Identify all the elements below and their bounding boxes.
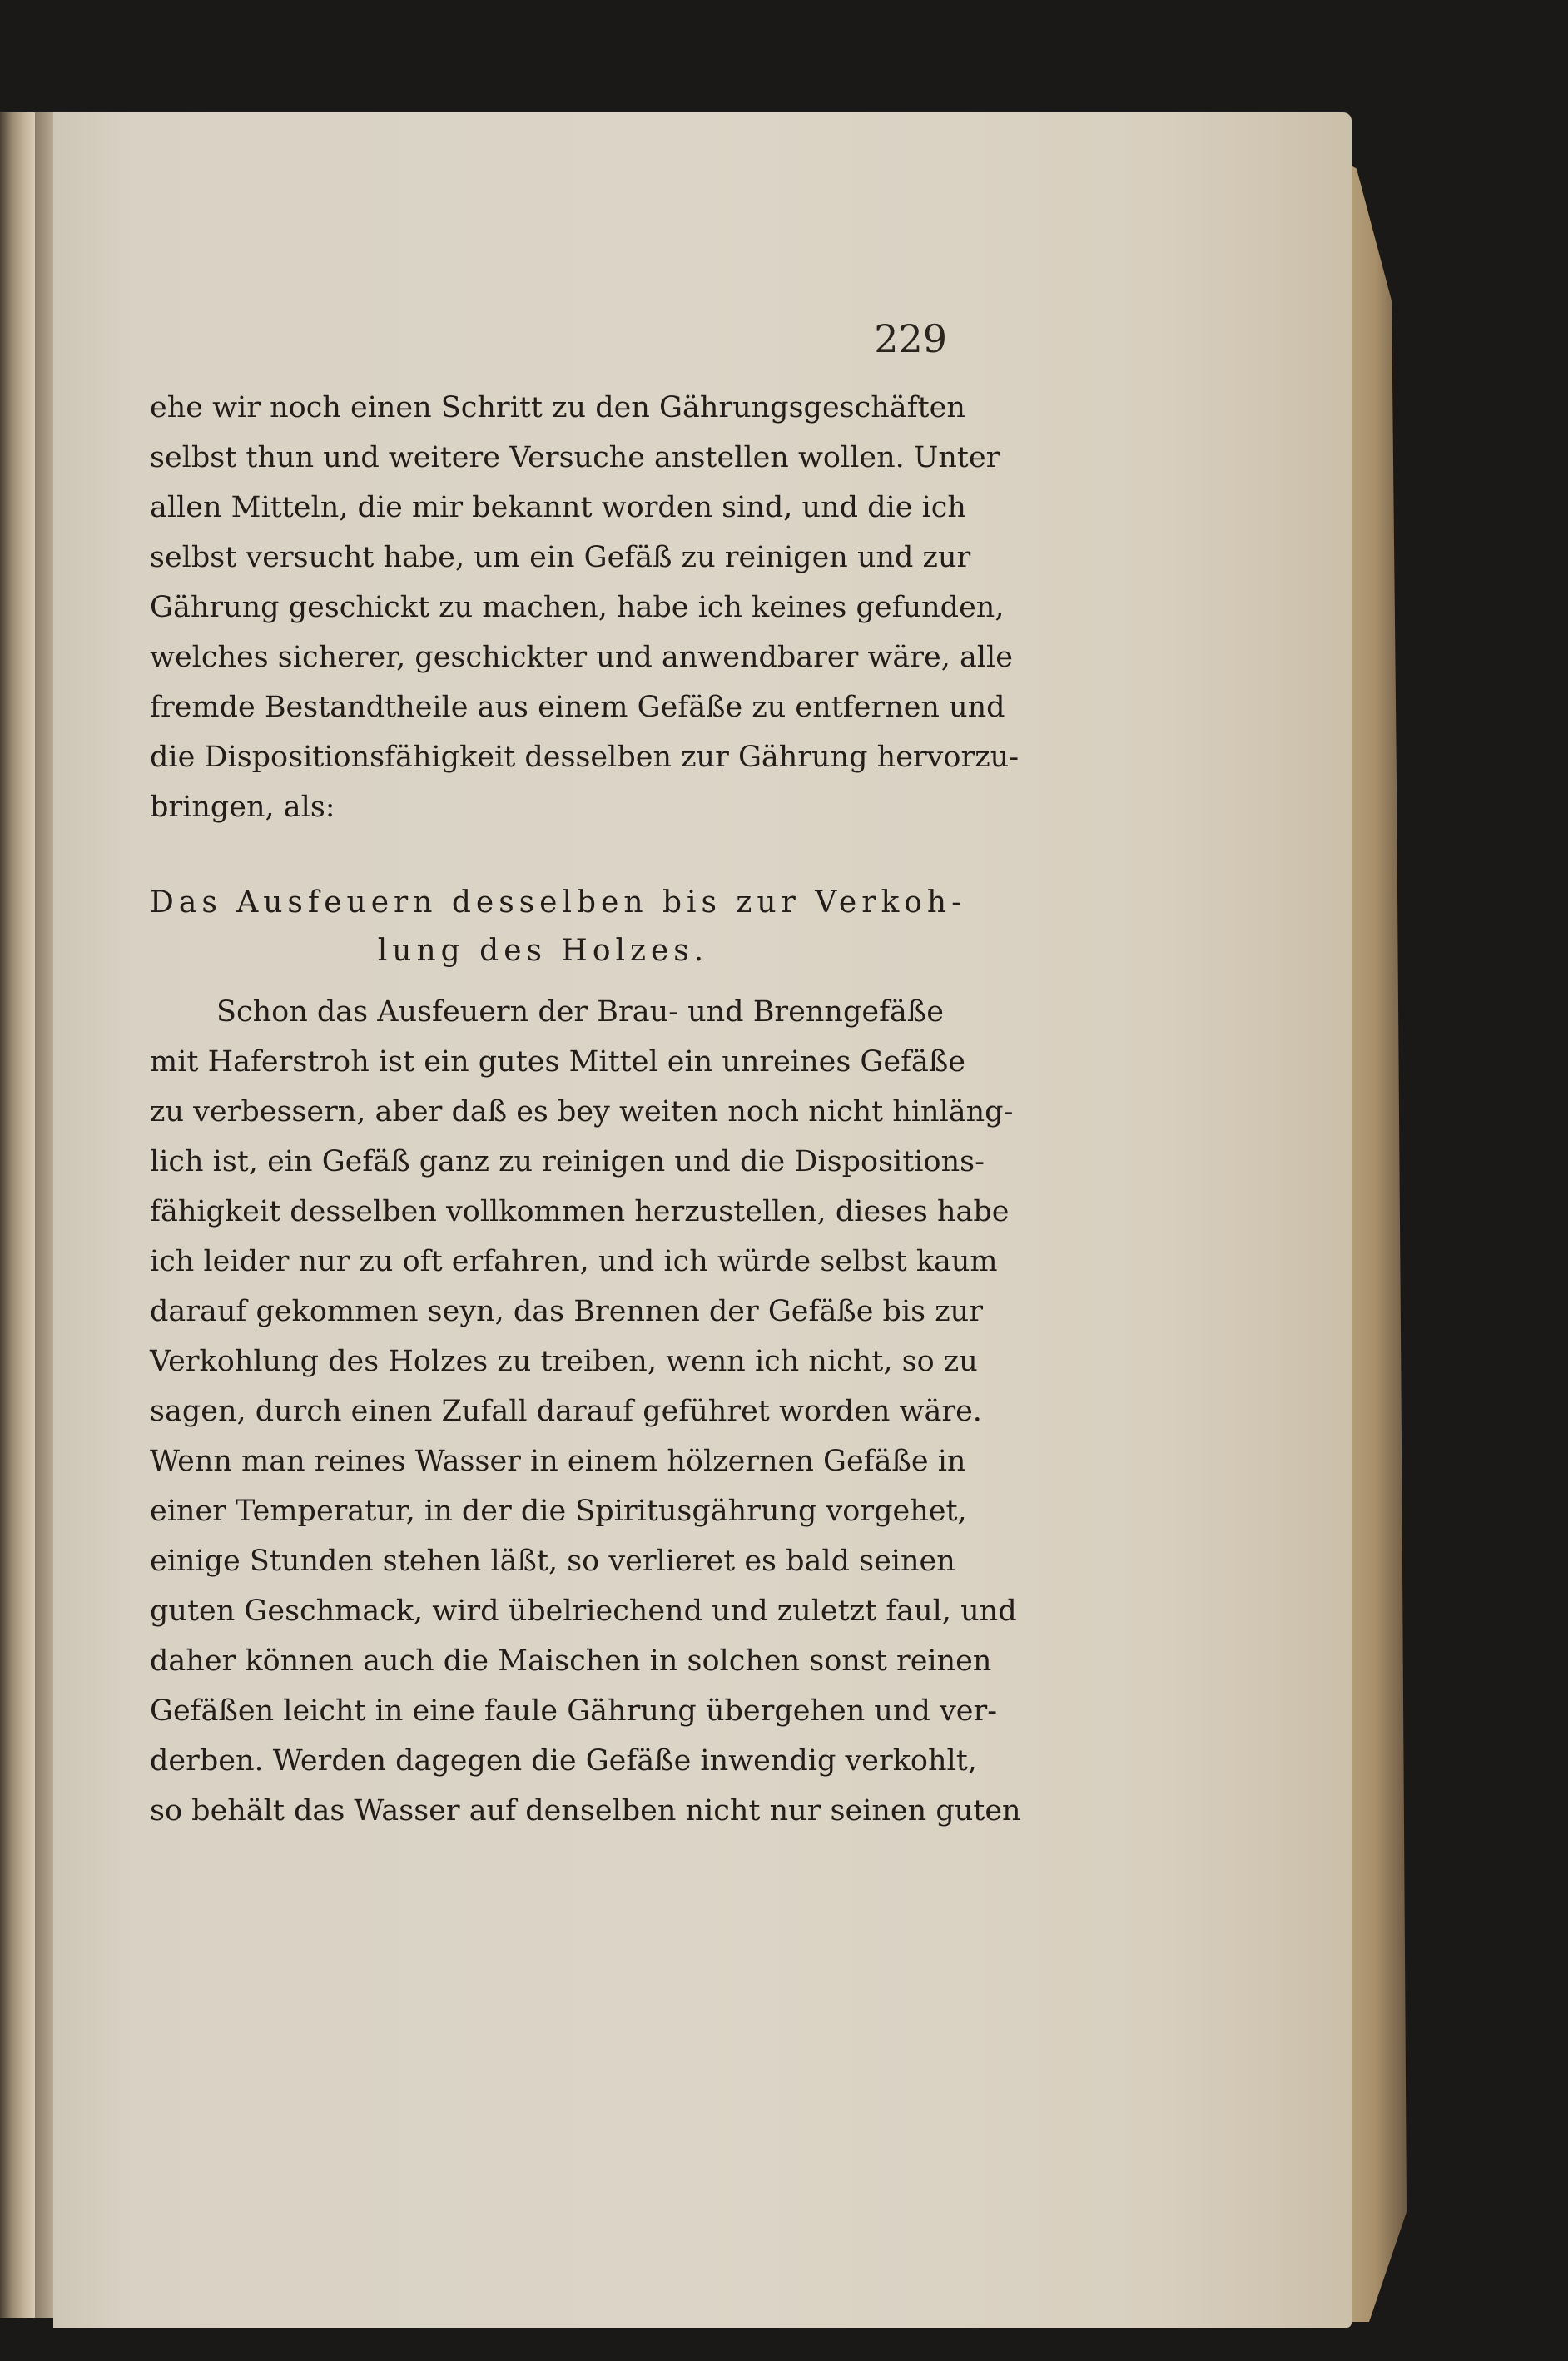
text-line: lich ist, ein Gefäß ganz zu reinigen und die Dispositions- — [150, 1145, 985, 1178]
text-line: guten Geschmack, wird übelriechend und zuletzt faul, und — [150, 1595, 1017, 1628]
book-gutter — [35, 112, 53, 2318]
heading-line: Das Ausfeuern desselben bis zur Verkoh- — [150, 885, 967, 920]
text-line: zu verbessern, aber daß es bey weiten noch nicht hinläng- — [150, 1095, 1014, 1128]
page-text — [150, 383, 1021, 1836]
text-line: einer Temperatur, in der die Spiritusgährung vorgehet, — [150, 1495, 967, 1528]
text-line: darauf gekommen seyn, das Brennen der Gefäße bis zur — [150, 1295, 983, 1328]
heading-line: lung des Holzes. — [377, 934, 709, 968]
text-line: einige Stunden stehen läßt, so verlieret es bald seinen — [150, 1545, 955, 1578]
text-line: fähigkeit desselben vollkommen herzustellen, dieses habe — [150, 1195, 1010, 1228]
paragraph-1 — [150, 383, 1020, 832]
text-line: Gefäßen leicht in eine faule Gährung übergehen und ver- — [150, 1694, 998, 1728]
text-line: derben. Werden dagegen die Gefäße inwendig verkohlt, — [150, 1744, 977, 1778]
text-line: ehe wir noch einen Schritt zu den Gährungsgeschäften — [150, 391, 965, 424]
text-line: Verkohlung des Holzes zu treiben, wenn ich nicht, so zu — [150, 1345, 978, 1378]
text-line: Schon das Ausfeuern der Brau- und Brenngefäße — [216, 995, 944, 1029]
text-line: bringen, als: — [150, 791, 335, 824]
paragraph-2 — [150, 987, 1021, 1836]
text-line: Wenn man reines Wasser in einem hölzernen Gefäße in — [150, 1445, 966, 1478]
text-line: fremde Bestandtheile aus einem Gefäße zu entfernen und — [150, 691, 1005, 724]
text-line: selbst thun und weitere Versuche anstellen wollen. Unter — [150, 441, 1000, 474]
section-heading — [150, 879, 967, 975]
page-number: 229 — [874, 316, 947, 361]
text-line: selbst versucht habe, um ein Gefäß zu reinigen und zur — [150, 541, 971, 574]
text-line: allen Mitteln, die mir bekannt worden sind, und die ich — [150, 491, 966, 524]
text-line: ich leider nur zu oft erfahren, und ich würde selbst kaum — [150, 1245, 998, 1278]
text-line: Gährung geschickt zu machen, habe ich keines gefunden, — [150, 591, 1005, 624]
text-line: daher können auch die Maischen in solchen sonst reinen — [150, 1644, 992, 1678]
text-line: welches sicherer, geschickter und anwendbarer wäre, alle — [150, 641, 1013, 674]
text-line: sagen, durch einen Zufall darauf geführet worden wäre. — [150, 1395, 982, 1428]
left-page-edge — [0, 112, 35, 2318]
text-line: mit Haferstroh ist ein gutes Mittel ein unreines Gefäße — [150, 1045, 965, 1079]
text-line: die Dispositionsfähigkeit desselben zur Gährung hervorzu- — [150, 741, 1020, 774]
text-line: so behält das Wasser auf denselben nicht nur seinen guten — [150, 1794, 1021, 1828]
